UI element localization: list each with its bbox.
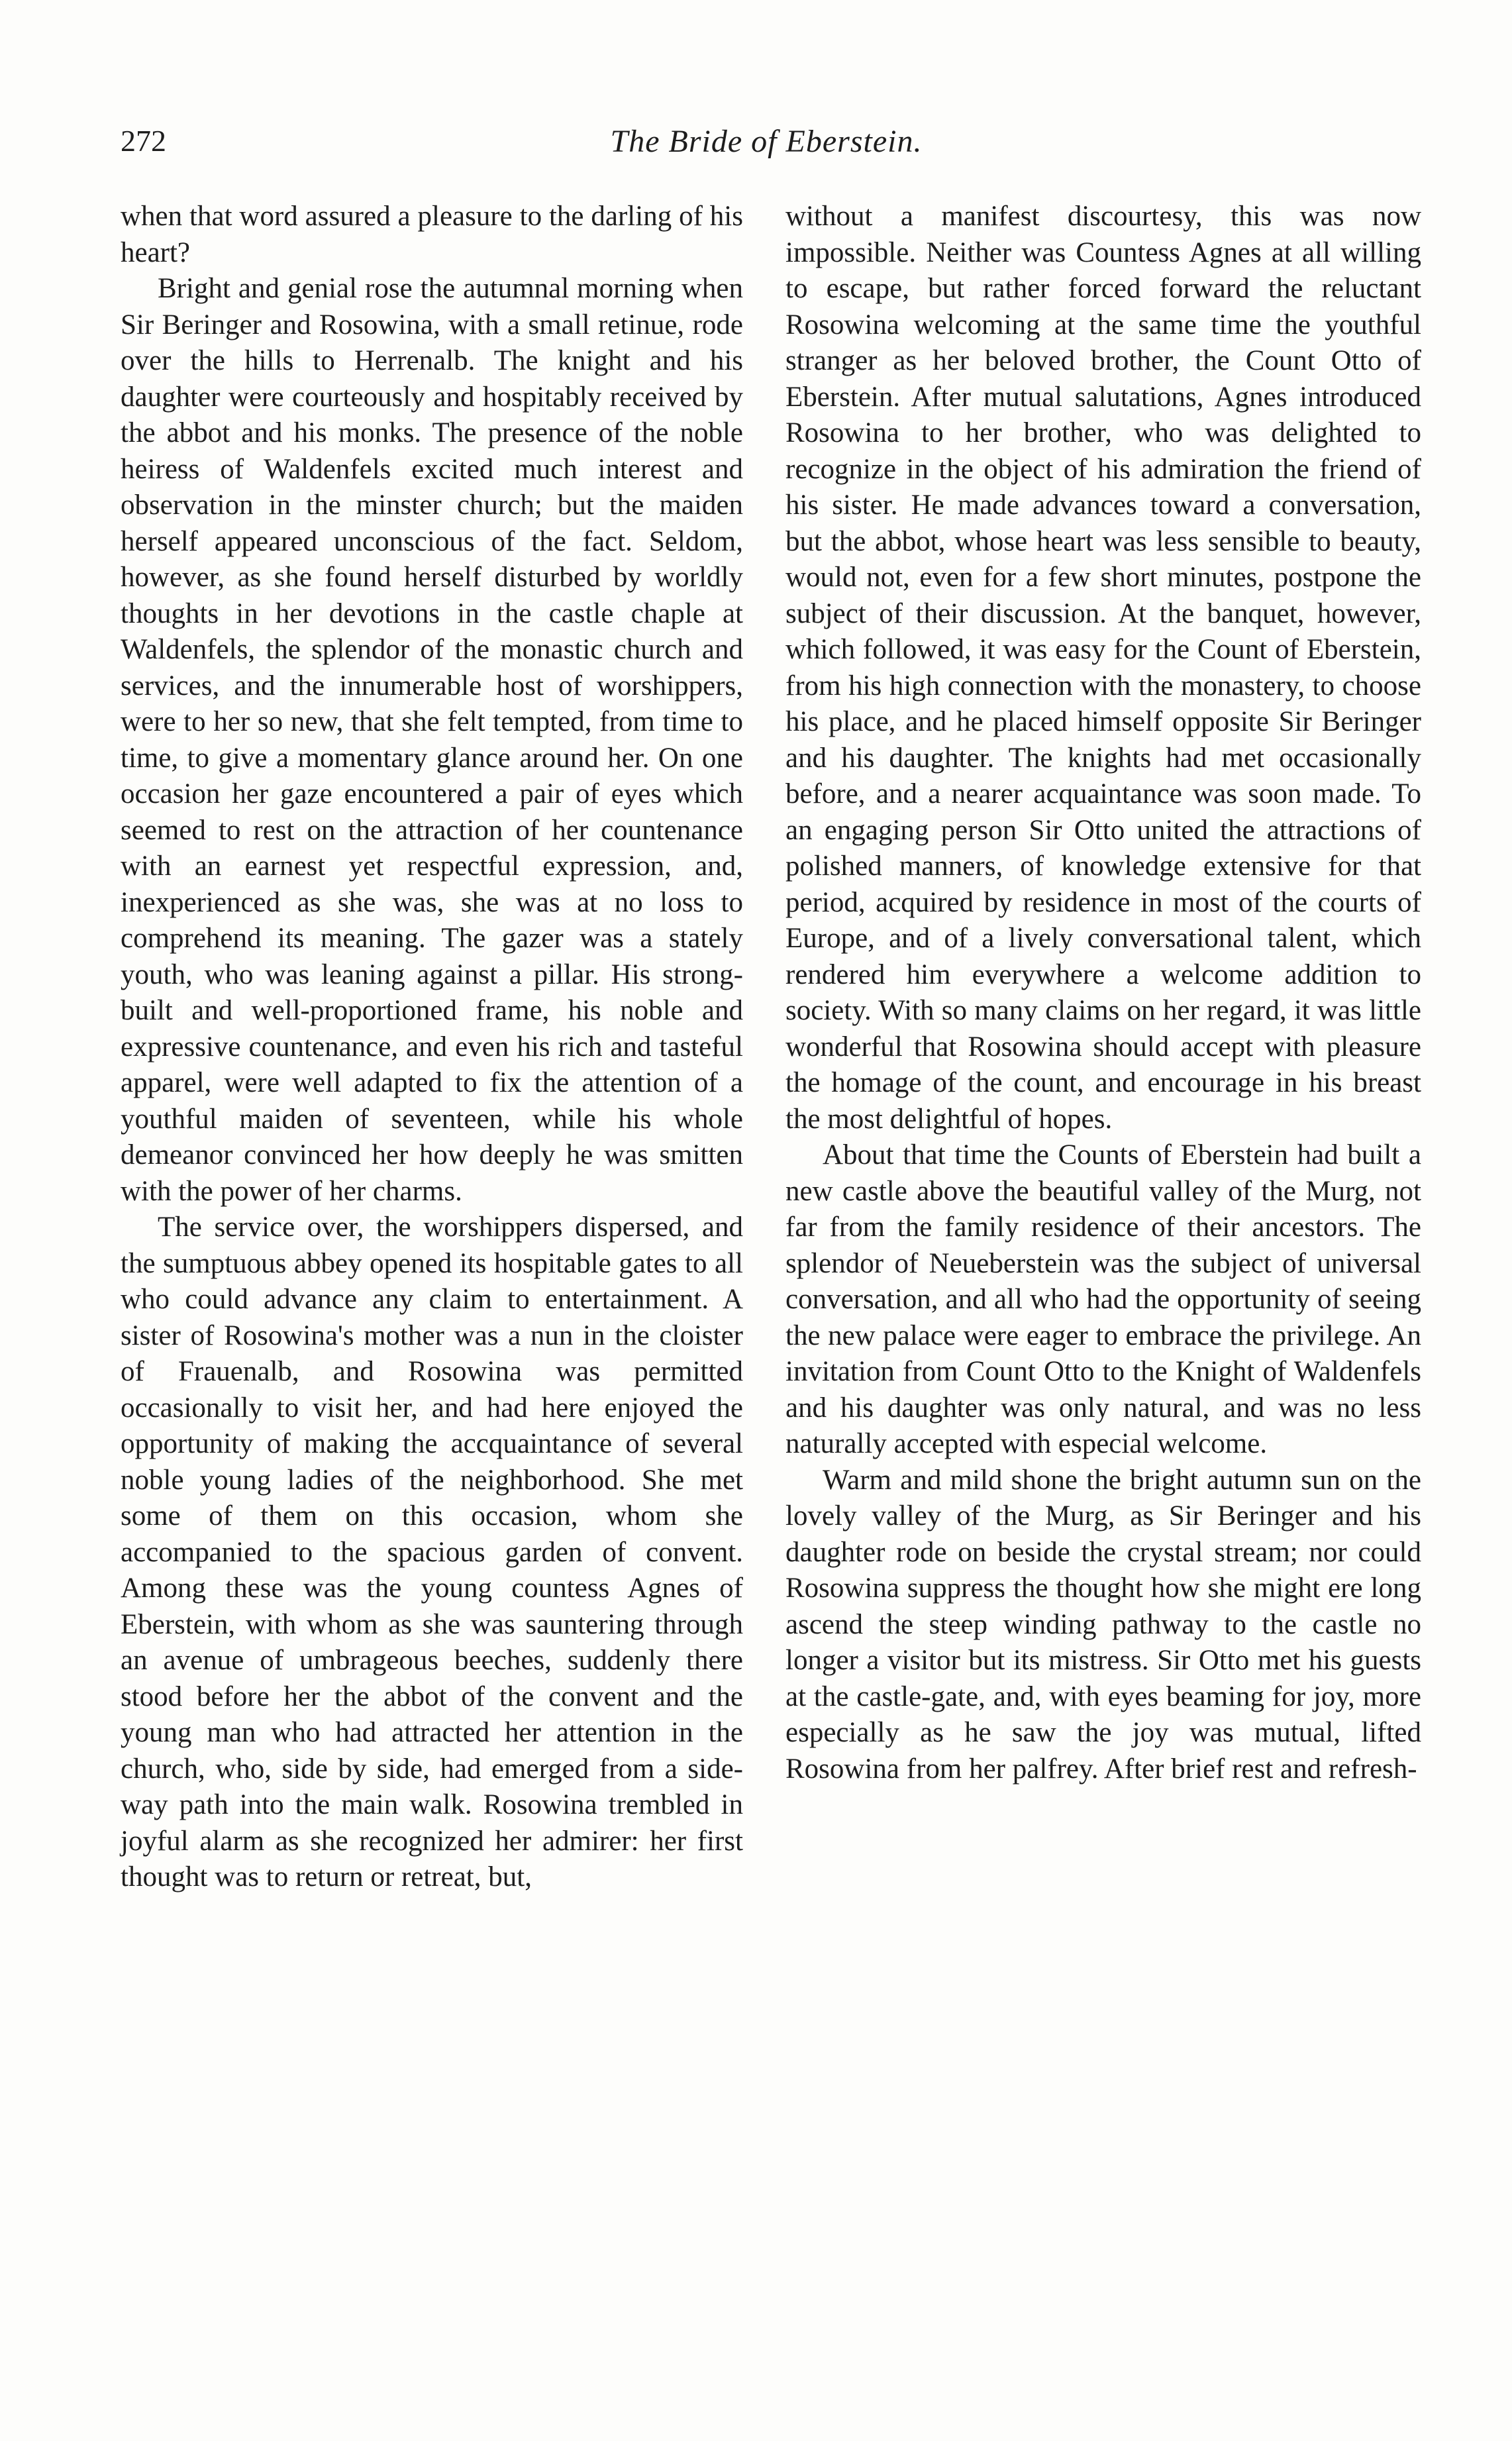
paragraph: The service over, the worshippers dispersed, and the sumptuous abbey opened its hospitable gates to all who could advance any claim to entertainment. A sister of Rosowina's mother was a nun in the cloister of Frauenalb, and Rosowina was permitted occasionally to visit her, and had here enjoyed the opportunity of making the accquaintance of several noble young ladies of the neighborhood. She met some of them on this occasion, whom she accompanied to the spacious garden of convent. Among these was the young countess Agnes of Eberstein, with whom as she was sauntering through an avenue of umbrageous beeches, suddenly there stood before her the abbot of the convent and the young man who had attracted her attention in the church, who, side by side, had emerged from a side-way path into the main walk. Rosowina trembled in joyful alarm as she recognized her admirer: her first thought was to return or retreat, but, (121, 1212, 743, 1893)
paragraph: Warm and mild shone the bright autumn sun on the lovely valley of the Murg, as Sir Beringer and his daughter rode on beside the crystal stream; nor could Rosowina suppress the thought how she might ere long ascend the steep winding pathway to the castle no longer a visitor but its mistress. Sir Otto met his guests at the castle-gate, and, with eyes beaming for joy, more especially as he saw the joy was mutual, lifted Rosowina from her palfrey. After brief rest and refresh- (785, 1464, 1421, 1785)
paragraph: Bright and genial rose the autumnal morning when Sir Beringer and Rosowina, with a small retinue, rode over the hills to Herrenalb. The knight and his daughter were courteously and hospitably received by the abbot and his monks. The presence of the noble heiress of Waldenfels excited much interest and observation in the minster church; but the maiden herself appeared unconscious of the fact. Seldom, however, as she found herself disturbed by worldly thoughts in her devotions in the castle chaple at Waldenfels, the splendor of the monastic church and services, and the innumerable host of worshippers, were to her so new, that she felt tempted, from time to time, to give a momentary glance around her. On one occasion her gaze encountered a pair of eyes which seemed to rest on the attraction of her countenance with an earnest yet respectful expression, and, inexperienced as she was, she was at no loss to comprehend its meaning. The gazer was a stately youth, who was leaning against a pillar. His strong-built and well-proportioned frame, his noble and expressive countenance, and even his rich and tasteful apparel, were well adapted to fix the attention of a youthful maiden of seventeen, while his whole demeanor convinced her how deeply he was smitten with the power of her charms. (121, 273, 743, 1207)
left-column (121, 199, 743, 1896)
page-number: 272 (121, 124, 166, 158)
page-header (121, 123, 1412, 170)
paragraph: without a manifest discourtesy, this was now impossible. Neither was Countess Agnes at all willing to escape, but rather forced forward the reluctant Rosowina welcoming at the same time the youthful stranger as her beloved brother, the Count Otto of Eberstein. After mutual salutations, Agnes introduced Rosowina to her brother, who was delighted to recognize in the object of his admiration the friend of his sister. He made advances toward a conversation, but the abbot, whose heart was less sensible to beauty, would not, even for a few short minutes, postpone the subject of their discussion. At the banquet, however, which followed, it was easy for the Count of Eberstein, from his high connection with the monastery, to choose his place, and he placed himself opposite Sir Beringer and his daughter. The knights had met occasionally before, and a nearer acquaintance was soon made. To an engaging person Sir Otto united the attractions of polished manners, of knowledge extensive for that period, acquired by residence in most of the courts of Europe, and of a lively conversational talent, which rendered him everywhere a welcome addition to society. With so many claims on her regard, it was little wonderful that Rosowina should accept with pleasure the homage of the count, and encourage in his breast the most delightful of hopes. (785, 201, 1421, 1135)
right-column (785, 199, 1421, 1787)
paragraph: when that word assured a pleasure to the darling of his heart? (121, 201, 743, 268)
paragraph: About that time the Counts of Eberstein had built a new castle above the beautiful valley of the Murg, not far from the family residence of their ancestors. The splendor of Neueberstein was the subject of universal conversation, and all who had the opportunity of seeing the new palace were eager to embrace the privilege. An invitation from Count Otto to the Knight of Waldenfels and his daughter was only natural, and was no less naturally accepted with especial welcome. (785, 1139, 1421, 1459)
running-title: The Bride of Eberstein. (610, 124, 923, 159)
